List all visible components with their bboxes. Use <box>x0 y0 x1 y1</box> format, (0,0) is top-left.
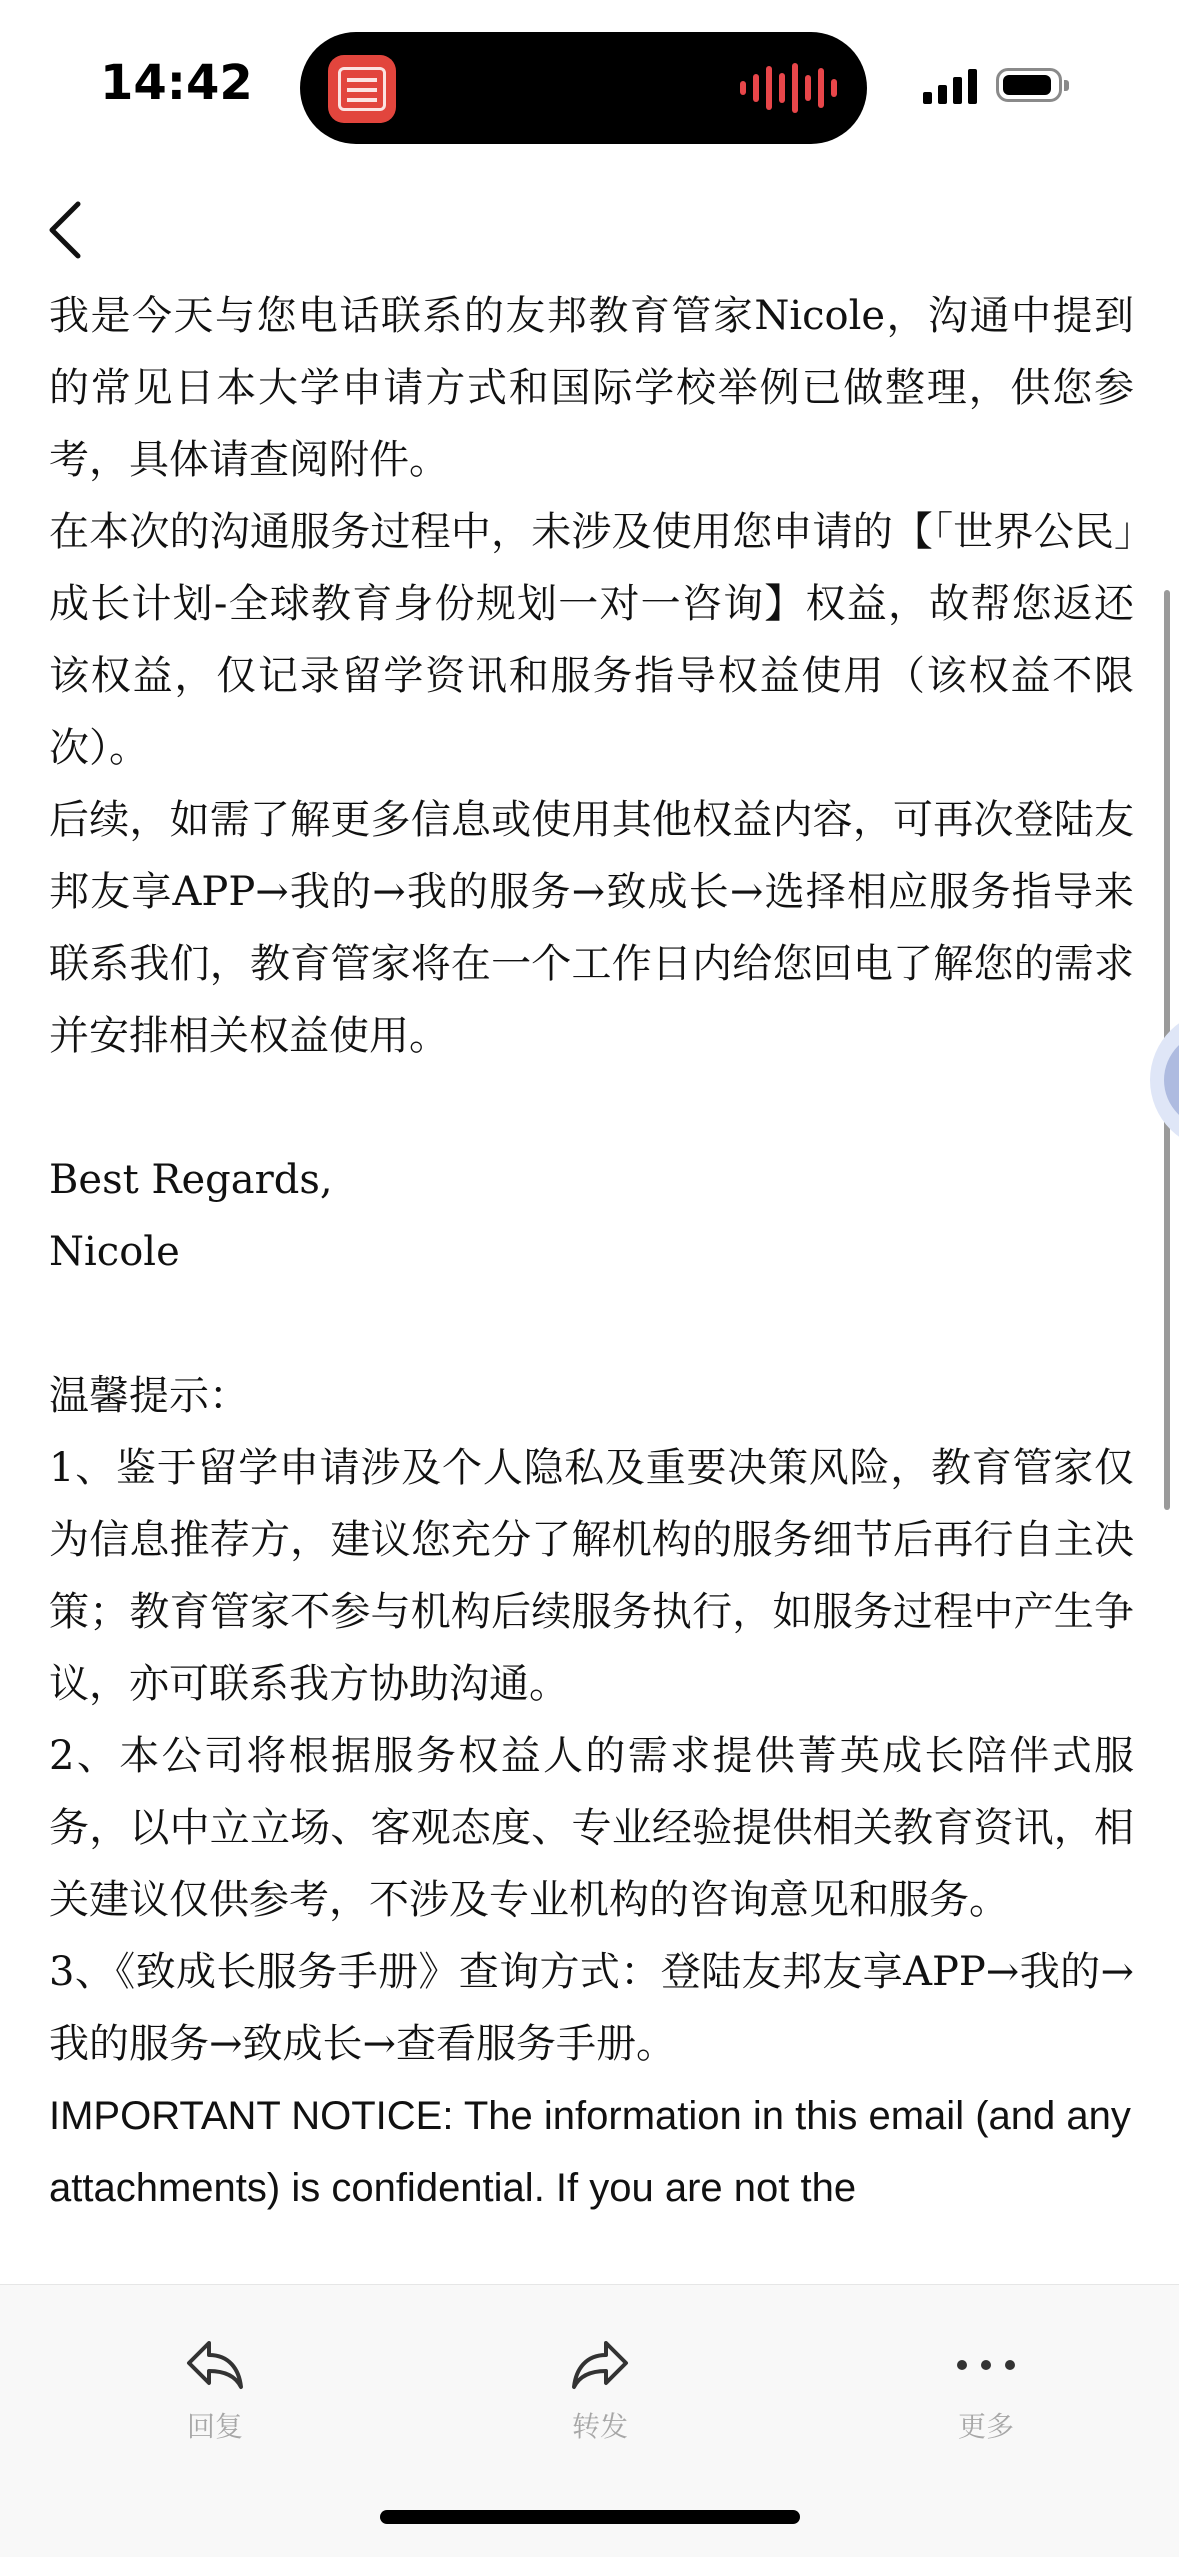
email-signature: Nicole <box>49 1229 180 1275</box>
tip-item-3: 3、《致成长服务手册》查询方式：登陆友邦友享APP→我的→我的服务→致成长→查看服务手册。 <box>49 1949 1134 2067</box>
dynamic-island[interactable] <box>300 32 867 144</box>
tip-item-2: 2、本公司将根据服务权益人的需求提供菁英成长陪伴式服务，以中立立场、客观态度、专业经验提供相关教育资讯，相关建议仅供参考，不涉及专业机构的咨询意见和服务。 <box>49 1733 1134 1923</box>
battery-icon <box>996 68 1062 102</box>
reply-label: 回复 <box>186 2410 243 2443</box>
status-time: 14:42 <box>100 55 253 111</box>
red-app-icon[interactable] <box>328 55 396 123</box>
forward-label: 转发 <box>571 2410 628 2443</box>
email-paragraph-1: 我是今天与您电话联系的友邦教育管家Nicole，沟通中提到的常见日本大学申请方式和国际学校举例已做整理，供您参考，具体请查阅附件。 <box>49 293 1134 483</box>
tip-item-1: 1、鉴于留学申请涉及个人隐私及重要决策风险，教育管家仅为信息推荐方，建议您充分了解机构的服务细节后再行自主决策；教育管家不参与机构后续服务执行，如服务过程中产生争议，亦可联系我方协助沟通。 <box>49 1445 1134 1707</box>
audio-waveform-icon <box>740 62 837 114</box>
more-dots-icon <box>954 2337 1018 2393</box>
email-paragraph-3: 后续，如需了解更多信息或使用其他权益内容，可再次登陆友邦友享APP→我的→我的服务→致成长→选择相应服务指导来联系我们，教育管家将在一个工作日内给您回电了解您的需求并安排相关权益使用。 <box>49 797 1134 1059</box>
chevron-left-icon <box>40 190 100 270</box>
tips-title: 温馨提示： <box>49 1373 249 1419</box>
more-label: 更多 <box>957 2410 1014 2443</box>
email-body <box>49 280 1134 2224</box>
spacer <box>49 1072 1134 1144</box>
reply-icon <box>183 2337 247 2393</box>
email-paragraph-2: 在本次的沟通服务过程中，未涉及使用您申请的【「世界公民」成长计划-全球教育身份规划一对一咨询】权益，故帮您返还该权益，仅记录留学资讯和服务指导权益使用（该权益不限次）。 <box>49 509 1134 771</box>
status-bar <box>0 0 1179 170</box>
more-button[interactable] <box>886 2305 1086 2465</box>
cellular-signal-icon <box>923 68 977 104</box>
home-indicator[interactable] <box>380 2510 800 2524</box>
spacer <box>49 1288 1134 1360</box>
forward-button[interactable] <box>500 2305 700 2465</box>
forward-icon <box>568 2337 632 2393</box>
important-notice: IMPORTANT NOTICE: The information in this email (and any attachments) is confidential. If you are not the <box>49 2094 1131 2210</box>
email-closing: Best Regards, <box>49 1157 333 1203</box>
back-button[interactable] <box>40 190 100 270</box>
reply-button[interactable] <box>115 2305 315 2465</box>
